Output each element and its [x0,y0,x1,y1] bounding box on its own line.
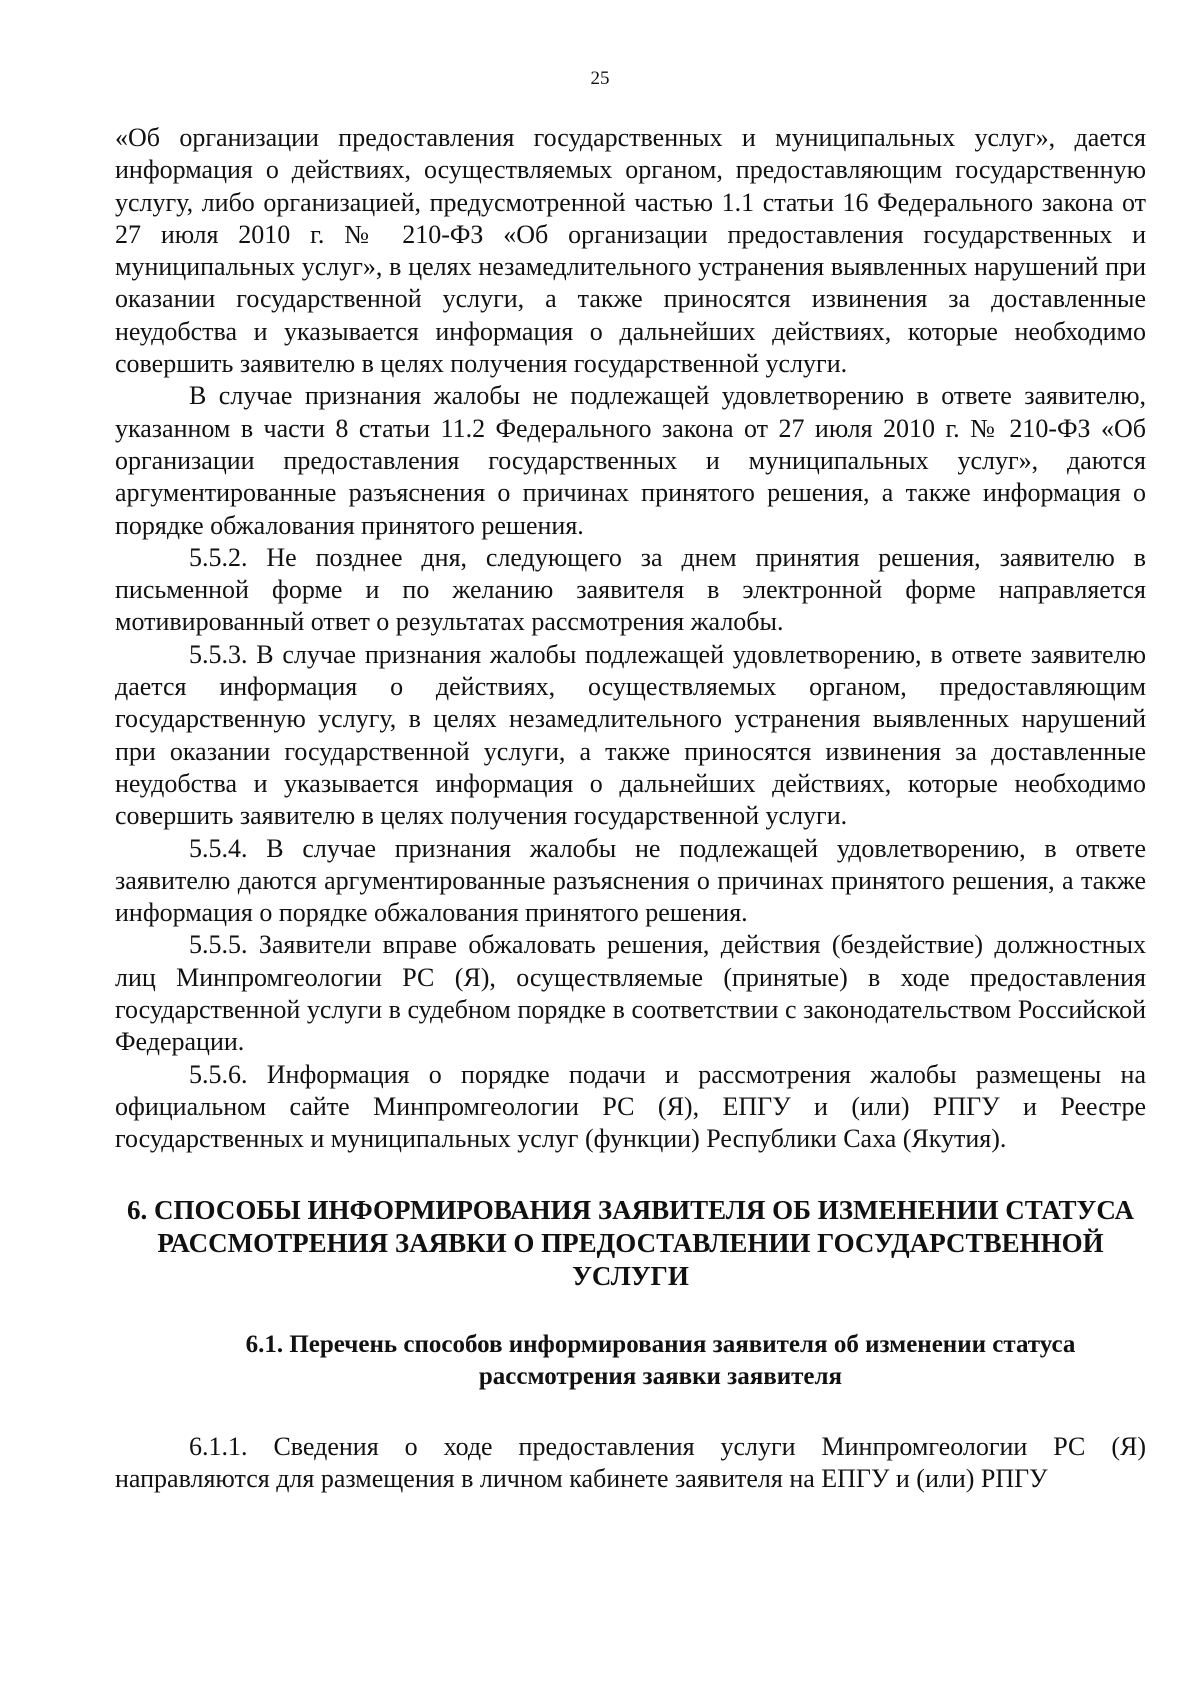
paragraph-rejection-response: В случае признания жалобы не подлежащей удовлетворению в ответе заявителю, указанном в части 8 статьи 11.2 Федерального закона от 27 июля 2010 г. № 210-ФЗ «Об организации предоставления государственных и муниципальных услуг», даются аргументированные разъяснения о причинах принятого решения, а также информация о порядке обжалования принятого решения. [115,381,1146,540]
subsection-heading: 6.1. Перечень способов информирования заявителя об изменении статуса рассмотрения заявки заявителя [245,1330,1076,1390]
paragraph-5-5-4: 5.5.4. В случае признания жалобы не подлежащей удовлетворению, в ответе заявителю даются аргументированные разъяснения о причинах принятого решения, а также информация о порядке обжалования принятого решения. [115,833,1146,928]
paragraph-5-5-5: 5.5.5. Заявители вправе обжаловать решения, действия (бездействие) должностных лиц Минпромгеологии РС (Я), осуществляемые (принятые) в ходе предоставления государственной услуги в судебном порядке в соответствии с законодательством Российской Федерации. [115,930,1146,1057]
paragraph-5-5-3: 5.5.3. В случае признания жалобы подлежащей удовлетворению, в ответе заявителю дается информация о действиях, осуществляемых органом, предоставляющим государственную услугу, в целях незамедлительного устранения выявленных нарушений при оказании государственной услуги, а также приносятся извинения за доставленные неудобства и указывается информация о дальнейших действиях, которые необходимо совершить заявителю в целях получения государственной услуги. [115,639,1146,831]
paragraph-6-1-1: 6.1.1. Сведения о ходе предоставления услуги Минпромгеологии РС (Я) направляются для размещения в личном кабинете заявителя на ЕПГУ и (или) РПГУ [115,1431,1146,1493]
section-heading: 6. СПОСОБЫ ИНФОРМИРОВАНИЯ ЗАЯВИТЕЛЯ ОБ ИЗМЕНЕНИИ СТАТУСА РАССМОТРЕНИЯ ЗАЯВКИ О ПРЕДОСТАВЛЕНИИ ГОСУДАРСТВЕННОЙ УСЛУГИ [127,1194,1134,1291]
document-body [115,122,1146,1495]
paragraph-5-5-6: 5.5.6. Информация о порядке подачи и рассмотрения жалобы размещены на официальном сайте Минпромгеологии РС (Я), ЕПГУ и (или) РПГУ и Реестре государственных и муниципальных услуг (функции) Республики Саха (Якутия). [115,1059,1146,1154]
paragraph-continuation: «Об организации предоставления государственных и муниципальных услуг», дается информация о действиях, осуществляемых органом, предоставляющим государственную услугу, либо организацией, предусмотренной частью 1.1 статьи 16 Федерального закона от 27 июля 2010 г. № 210-ФЗ «Об организации предоставления государственных и муниципальных услуг», в целях незамедлительного устранения выявленных нарушений при оказании государственной услуги, а также приносятся извинения за доставленные неудобства и указывается информация о дальнейших действиях, которые необходимо совершить заявителю в целях получения государственной услуги. [115,123,1146,379]
page-number: 25 [590,68,610,89]
paragraph-5-5-2: 5.5.2. Не позднее дня, следующего за днем принятия решения, заявителю в письменной форме и по желанию заявителя в электронной форме направляется мотивированный ответ о результатах рассмотрения жалобы. [115,542,1146,637]
